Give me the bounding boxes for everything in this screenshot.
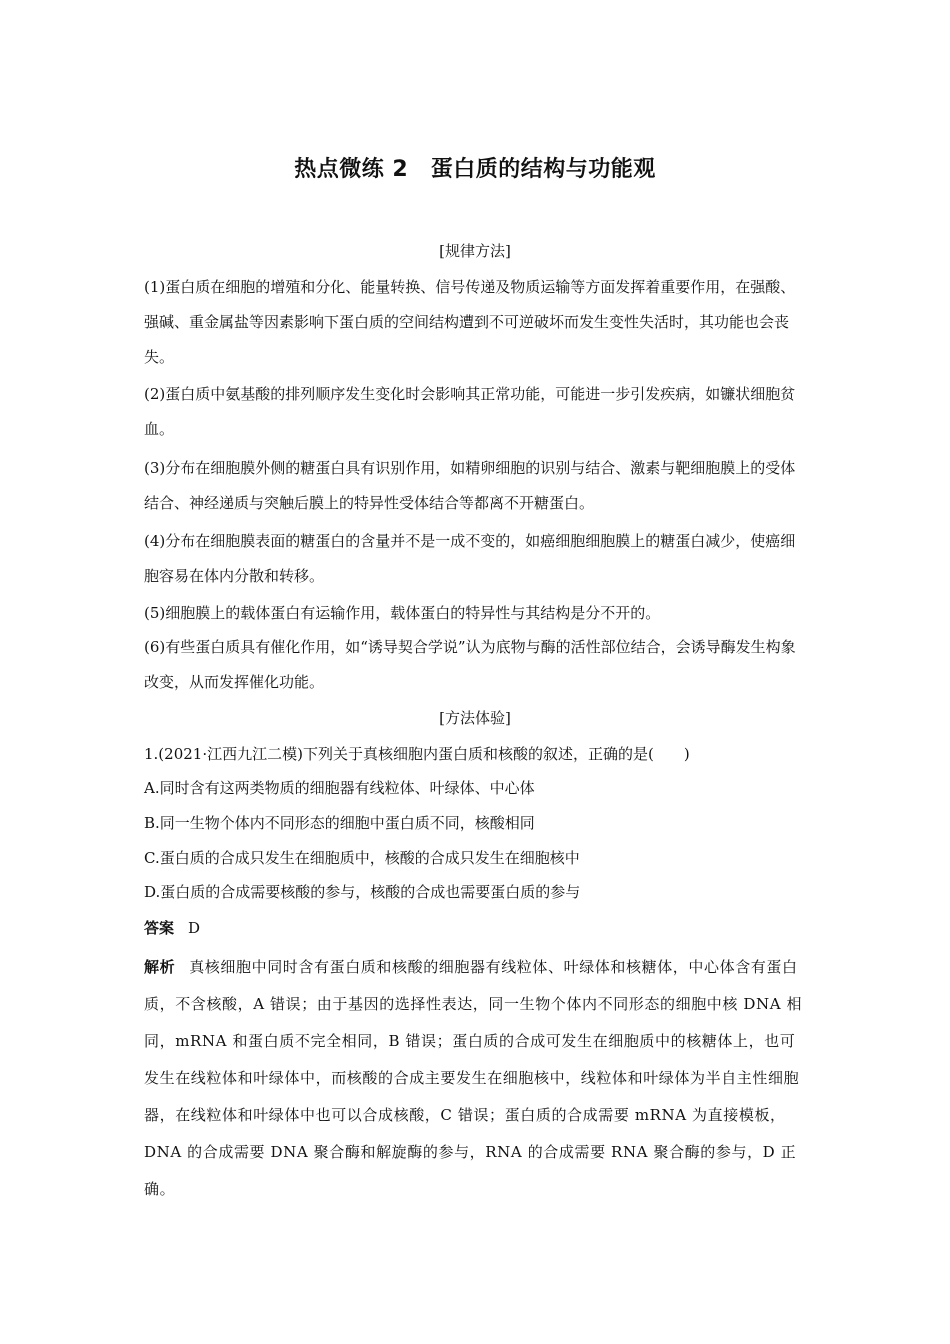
method-point-2: (2)蛋白质中氨基酸的排列顺序发生变化时会影响其正常功能，可能进一步引发疾病，如镰状细胞贫血。 — [144, 385, 796, 438]
method-heading: [规律方法] — [439, 242, 511, 260]
answer-value: D — [188, 919, 201, 937]
answer-row — [144, 916, 814, 940]
question-stem: 1.(2021·江西九江二模)下列关于真核细胞内蛋白质和核酸的叙述，正确的是( ) — [144, 745, 690, 763]
method-point-4: (4)分布在细胞膜表面的糖蛋白的含量并不是一成不变的，如癌细胞细胞膜上的糖蛋白减少，使癌细胞容易在体内分散和转移。 — [144, 532, 796, 585]
practice-heading: [方法体验] — [439, 709, 511, 727]
option-c: C.蛋白质的合成只发生在细胞质中，核酸的合成只发生在细胞核中 — [144, 849, 580, 867]
method-point-5: (5)细胞膜上的载体蛋白有运输作用，载体蛋白的特异性与其结构是分不开的。 — [144, 604, 661, 622]
option-b: B.同一生物个体内不同形态的细胞中蛋白质不同，核酸相同 — [144, 814, 535, 832]
option-a: A.同时含有这两类物质的细胞器有线粒体、叶绿体、中心体 — [144, 779, 535, 797]
analysis-paragraph — [144, 949, 810, 1208]
analysis-text: 真核细胞中同时含有蛋白质和核酸的细胞器有线粒体、叶绿体和核糖体，中心体含有蛋白质，不含核酸，A 错误；由于基因的选择性表达，同一生物个体内不同形态的细胞中核 DNA 相同，mRNA 和蛋白质不完全相同，B 错误；蛋白质的合成可发生在细胞质中的核糖体上，也可发生在线粒体和叶绿体中，而核酸的合成主要发生在细胞核中，线粒体和叶绿体为半自主性细胞器，在线粒体和叶绿体中也可以合成核酸，C 错误；蛋白质的合成需要 mRNA 为直接模板，DNA 的合成需要 DNA 聚合酶和解旋酶的参与，RNA 的合成需要 RNA 聚合酶的参与，D 正确。 — [144, 958, 803, 1198]
option-d: D.蛋白质的合成需要核酸的参与，核酸的合成也需要蛋白质的参与 — [144, 883, 581, 901]
method-point-1: (1)蛋白质在细胞的增殖和分化、能量转换、信号传递及物质运输等方面发挥着重要作用，在强酸、强碱、重金属盐等因素影响下蛋白质的空间结构遭到不可逆破坏而发生变性失活时，其功能也会丧失。 — [144, 278, 796, 366]
method-point-3: (3)分布在细胞膜外侧的糖蛋白具有识别作用，如精卵细胞的识别与结合、激素与靶细胞膜上的受体结合、神经递质与突触后膜上的特异性受体结合等都离不开糖蛋白。 — [144, 459, 796, 512]
analysis-label: 解析 — [144, 958, 176, 976]
answer-label: 答案 — [144, 919, 175, 937]
method-point-6: (6)有些蛋白质具有催化作用，如“诱导契合学说”认为底物与酶的活性部位结合，会诱导酶发生构象改变，从而发挥催化功能。 — [144, 638, 796, 691]
page-title: 热点微练 2 蛋白质的结构与功能观 — [294, 157, 656, 182]
